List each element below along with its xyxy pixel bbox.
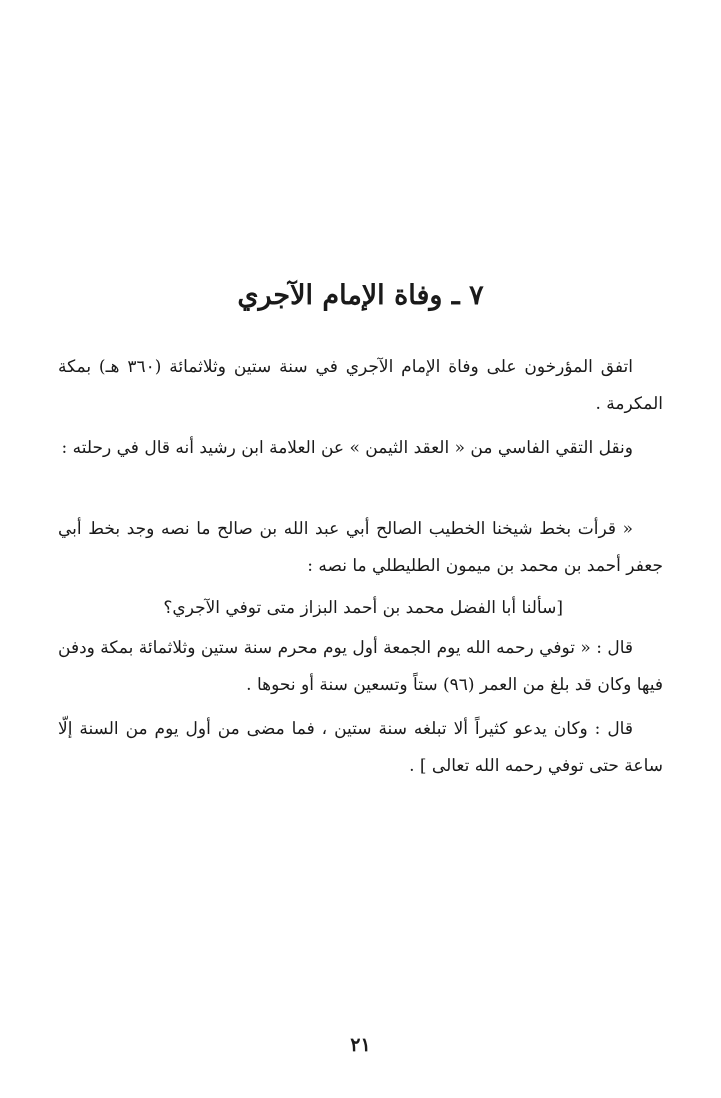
- paragraph-supplication: قال : وكان يدعو كثيراً ألا تبلغه سنة ستين ، فما مضى من أول يوم من السنة إلّا ساعة حتى توفي رحمه الله تعالى ] .: [58, 719, 663, 776]
- paragraph-death-date: اتفق المؤرخون على وفاة الإمام الآجري في سنة ستين وثلاثمائة (٣٦٠ هـ) بمكة المكرمة .: [58, 357, 663, 414]
- paragraph-quote-intro: « قرأت بخط شيخنا الخطيب الصالح أبي عبد الله بن صالح ما نصه وجد بخط أبي جعفر أحمد بن محمد بن ميمون الطليطلي ما نصه :: [58, 519, 663, 576]
- page-number: ٢١: [350, 1034, 371, 1056]
- paragraph-answer: قال : « توفي رحمه الله يوم الجمعة أول يوم محرم سنة ستين وثلاثمائة بمكة ودفن فيها وكان قد بلغ من العمر (٩٦) ستاً وتسعين سنة أو نحوها .: [58, 638, 663, 695]
- section-title: ٧ ـ وفاة الإمام الآجري: [237, 280, 484, 311]
- paragraph-fasi-report: ونقل التقي الفاسي من « العقد الثيمن » عن العلامة ابن رشيد أنه قال في رحلته :: [61, 438, 633, 458]
- paragraph-question: [سألنا أبا الفضل محمد بن أحمد البزاز متى توفي الآجري؟: [163, 598, 563, 618]
